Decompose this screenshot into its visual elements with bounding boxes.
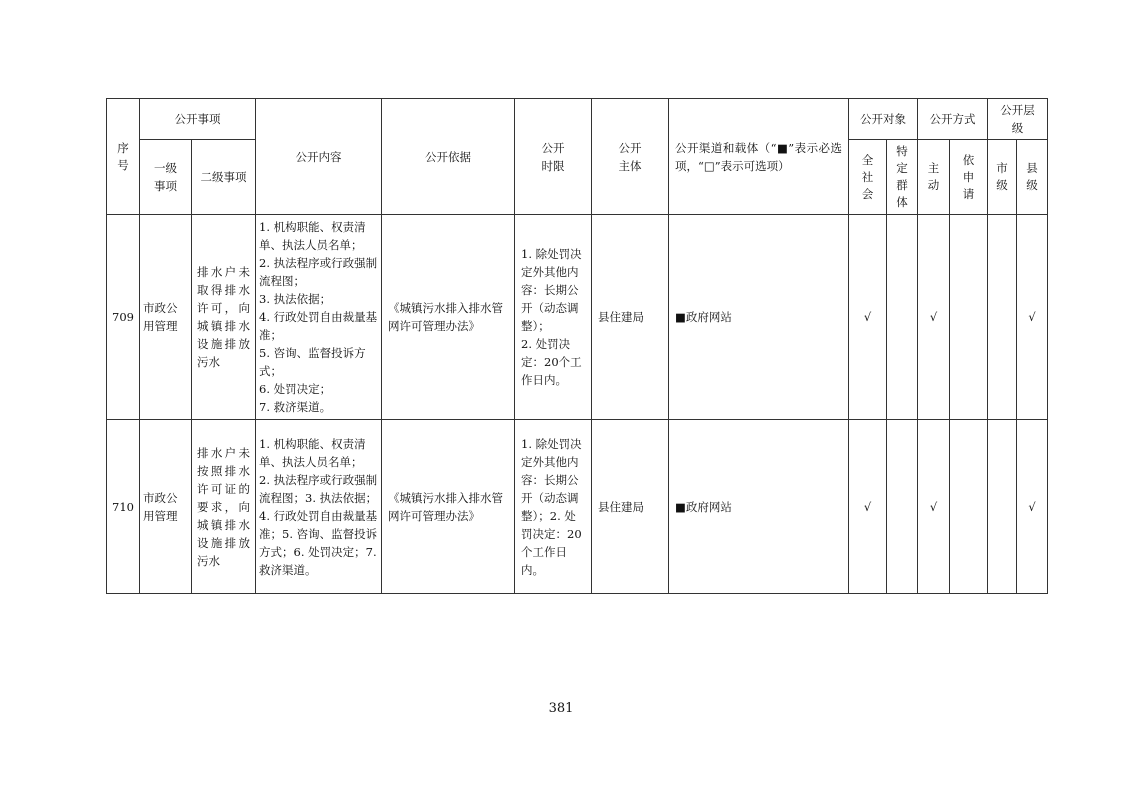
header-time-limit: 公开时限 — [515, 99, 592, 215]
header-target-specific: 特定群体 — [887, 140, 918, 215]
table-row — [107, 215, 1048, 420]
header-row-1 — [107, 99, 1048, 140]
header-basis: 公开依据 — [382, 99, 515, 215]
header-matter: 公开事项 — [140, 99, 256, 140]
row-subject: 县住建局 — [592, 215, 669, 420]
row-tier-county: √ — [1017, 420, 1048, 594]
header-mode-apply: 依申请 — [950, 140, 988, 215]
row-mode-active: √ — [918, 215, 950, 420]
row-content: 1. 机构职能、权责清单、执法人员名单； 2. 执法程序或行政强制流程图；3. 执法依据；4. 行政处罚自由裁量基准；5. 咨询、监督投诉方式；6. 处罚决定；7. 救济渠道。 — [256, 420, 382, 594]
row-basis: 《城镇污水排入排水管网许可管理办法》 — [382, 215, 515, 420]
row-seq: 710 — [107, 420, 140, 594]
header-level2: 二级事项 — [192, 140, 256, 215]
row-time-limit: 1. 除处罚决定外其他内容：长期公开（动态调整）；2. 处罚决定：20个工作日内。 — [515, 420, 592, 594]
row-seq: 709 — [107, 215, 140, 420]
header-target-all: 全社会 — [849, 140, 887, 215]
header-subject: 公开主体 — [592, 99, 669, 215]
header-tier: 公开层级 — [988, 99, 1048, 140]
header-content: 公开内容 — [256, 99, 382, 215]
header-channel: 公开渠道和载体（“■”表示必选项，“□”表示可选项） — [669, 99, 849, 215]
row-target-all: √ — [849, 215, 887, 420]
row-target-specific — [887, 215, 918, 420]
header-level1: 一级事项 — [140, 140, 192, 215]
row-basis: 《城镇污水排入排水管网许可管理办法》 — [382, 420, 515, 594]
row-level1: 市政公用管理 — [140, 420, 192, 594]
row-target-all: √ — [849, 420, 887, 594]
header-mode-active: 主动 — [918, 140, 950, 215]
row-target-specific — [887, 420, 918, 594]
row-tier-county: √ — [1017, 215, 1048, 420]
header-target: 公开对象 — [849, 99, 918, 140]
row-subject: 县住建局 — [592, 420, 669, 594]
row-level2: 排水户未按照排水许可证的要求，向城镇排水设施排放污水 — [192, 420, 256, 594]
row-mode-active: √ — [918, 420, 950, 594]
row-tier-city — [988, 215, 1017, 420]
row-time-limit: 1. 除处罚决定外其他内容：长期公开（动态调整）； 2. 处罚决定：20个工作日内。 — [515, 215, 592, 420]
page-number: 381 — [548, 701, 574, 716]
row-mode-apply — [950, 420, 988, 594]
row-level2: 排水户未取得排水许可，向城镇排水设施排放污水 — [192, 215, 256, 420]
row-level1: 市政公用管理 — [140, 215, 192, 420]
disclosure-table — [106, 98, 1048, 594]
header-seq: 序号 — [107, 99, 140, 215]
header-tier-county: 县级 — [1017, 140, 1048, 215]
header-mode: 公开方式 — [918, 99, 988, 140]
row-tier-city — [988, 420, 1017, 594]
row-channel: ■政府网站 — [669, 215, 849, 420]
header-tier-city: 市级 — [988, 140, 1017, 215]
table-row — [107, 420, 1048, 594]
row-channel: ■政府网站 — [669, 420, 849, 594]
row-content: 1. 机构职能、权责清单、执法人员名单； 2. 执法程序或行政强制流程图； 3. 执法依据； 4. 行政处罚自由裁量基准； 5. 咨询、监督投诉方式； 6. 处罚决定； 7. 救济渠道。 — [256, 215, 382, 420]
row-mode-apply — [950, 215, 988, 420]
